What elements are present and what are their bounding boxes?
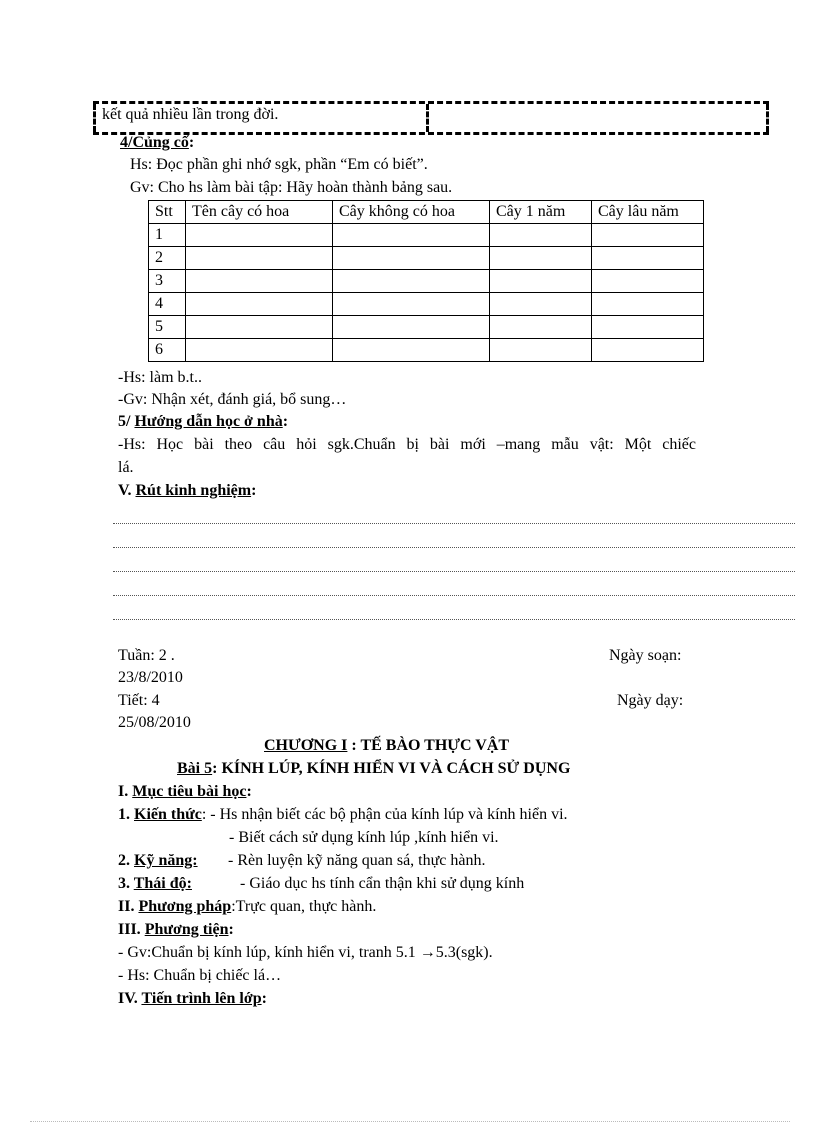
cung-co-hs: Hs: Đọc phần ghi nhớ sgk, phần “Em có biết”. <box>130 156 428 173</box>
page-bottom-border <box>30 1121 790 1122</box>
dotted-line <box>113 523 795 524</box>
huong-dan-line1: -Hs: Học bài theo câu hỏi sgk.Chuẩn bị bài mới –mang mẫu vật: Một chiếc <box>118 436 696 453</box>
after-table-hs: -Hs: làm b.t.. <box>118 369 202 386</box>
row-number: 1 <box>149 224 186 247</box>
period-label: Tiết: 4 <box>118 692 160 709</box>
skill-label: 2. Kỹ năng: <box>118 852 198 869</box>
knowledge-line: 1. Kiến thức: - Hs nhận biết các bộ phận của kính lúp và kính hiển vi. <box>118 806 568 823</box>
huong-dan-heading: 5/ Hướng dẫn học ở nhà: <box>118 413 289 430</box>
dotted-line <box>113 547 795 548</box>
table-border-left <box>93 104 96 132</box>
table-header-cell: Cây lâu năm <box>592 201 704 224</box>
skill-text: - Rèn luyện kỹ năng quan sá, thực hành. <box>228 852 486 869</box>
table-header-cell: Tên cây có hoa <box>186 201 333 224</box>
rut-kinh-nghiem-heading: V. Rút kinh nghiệm: <box>118 482 257 499</box>
huong-dan-line2: lá. <box>118 459 134 476</box>
teach-date-label: Ngày dạy: <box>617 692 684 709</box>
table-row <box>149 247 704 270</box>
teach-date: 25/08/2010 <box>118 714 191 731</box>
table-header-row <box>149 201 704 224</box>
table-border-middle <box>426 104 429 132</box>
lesson-title: Bài 5: KÍNH LÚP, KÍNH HIỂN VI VÀ CÁCH SỬ DỤNG <box>177 760 571 777</box>
table-row <box>149 293 704 316</box>
prep-date: 23/8/2010 <box>118 669 183 686</box>
table-header-cell: Cây 1 năm <box>490 201 592 224</box>
dotted-line <box>113 595 795 596</box>
table-row <box>149 270 704 293</box>
materials-heading: III. Phương tiện: <box>118 921 234 938</box>
table-header-cell: Cây không có hoa <box>333 201 490 224</box>
cung-co-heading: 4/Củng cố: <box>120 134 195 151</box>
cung-co-gv: Gv: Cho hs làm bài tập: Hãy hoàn thành bảng sau. <box>130 179 453 196</box>
dotted-line <box>113 619 795 620</box>
table-border-right <box>766 104 769 132</box>
row-number: 6 <box>149 339 186 362</box>
row-number: 3 <box>149 270 186 293</box>
row-number: 4 <box>149 293 186 316</box>
row-number: 5 <box>149 316 186 339</box>
chapter-title: CHƯƠNG I : TẾ BÀO THỰC VẬT <box>264 737 510 754</box>
knowledge-line2: - Biết cách sử dụng kính lúp ,kính hiển vi. <box>229 829 499 846</box>
procedure-heading: IV. Tiến trình lên lớp: <box>118 990 267 1007</box>
week-label: Tuần: 2 . <box>118 647 175 664</box>
objectives-heading: I. Mục tiêu bài học: <box>118 783 252 800</box>
method-line: II. Phương pháp:Trực quan, thực hành. <box>118 898 377 915</box>
after-table-gv: -Gv: Nhận xét, đánh giá, bổ sung… <box>118 391 347 408</box>
attitude-label: 3. Thái độ: <box>118 875 192 892</box>
exercise-table <box>148 200 704 362</box>
materials-gv: - Gv:Chuẩn bị kính lúp, kính hiển vi, tranh 5.1 →5.3(sgk). <box>118 944 493 961</box>
table-row <box>149 339 704 362</box>
prep-date-label: Ngày soạn: <box>609 647 682 664</box>
table-row <box>149 224 704 247</box>
table-fragment-text: kết quả nhiều lần trong đời. <box>102 106 279 123</box>
materials-hs: - Hs: Chuẩn bị chiếc lá… <box>118 967 282 984</box>
table-row <box>149 316 704 339</box>
row-number: 2 <box>149 247 186 270</box>
attitude-text: - Giáo dục hs tính cẩn thận khi sử dụng kính <box>240 875 525 892</box>
dotted-line <box>113 571 795 572</box>
table-header-cell: Stt <box>149 201 186 224</box>
